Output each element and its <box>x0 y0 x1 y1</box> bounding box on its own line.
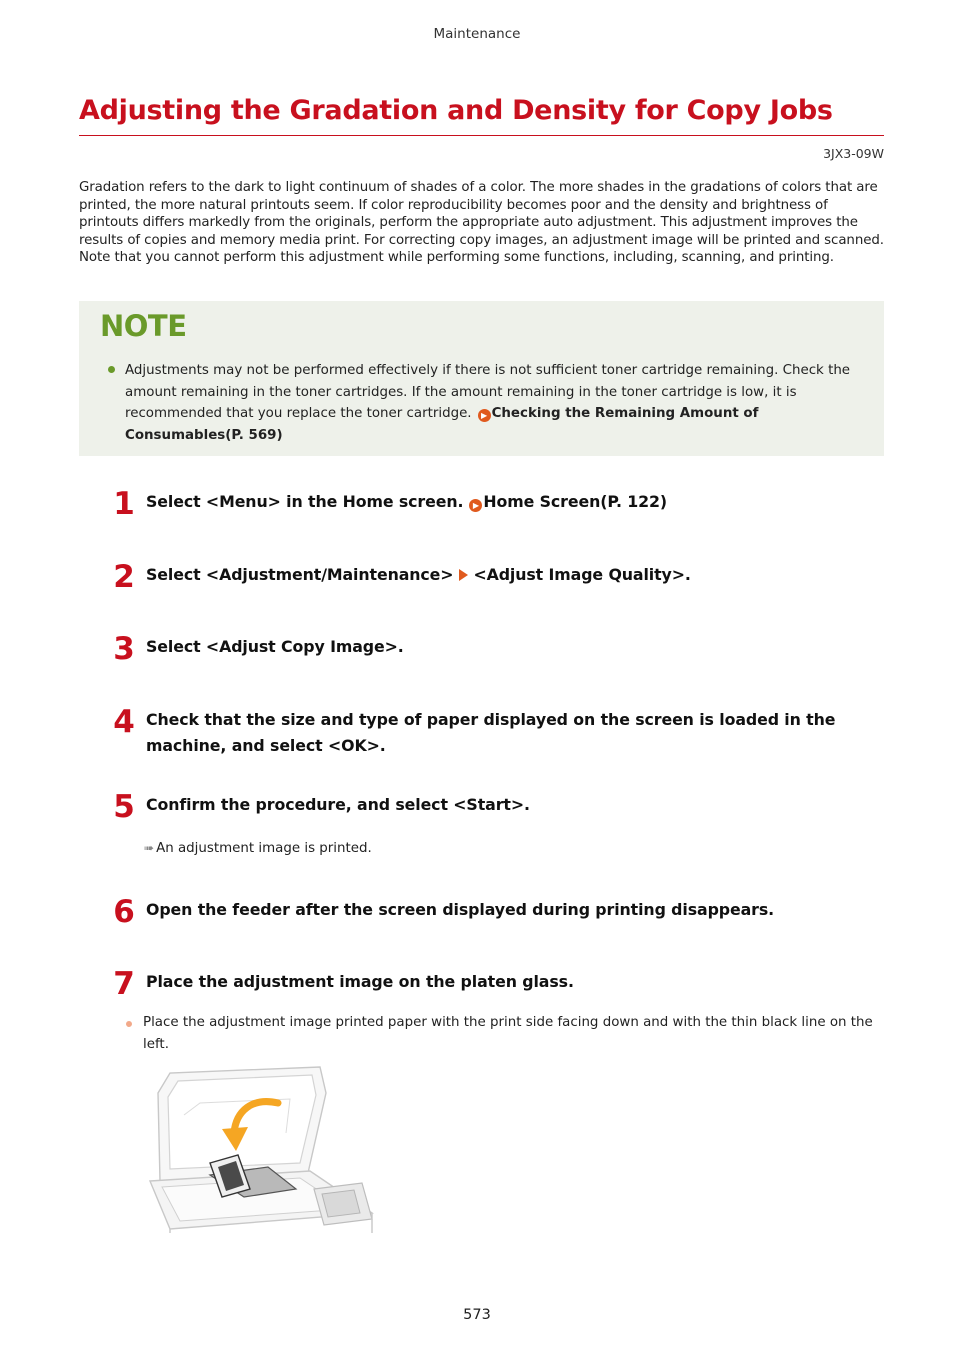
step-number: 7 <box>113 966 135 1002</box>
note-body: Adjustments may not be performed effectively if there is not sufficient toner cartridge remaining. Check the amount remaining in the toner cartridges. If the amount remaining in the toner cartridge is low, it is recommended that you replace the toner cartridge. <box>125 363 851 421</box>
note-bullet-icon <box>108 366 115 373</box>
step-1-text: Select <Menu> in the Home screen. <box>146 492 464 511</box>
step-bullet-text: Place the adjustment image printed paper with the print side facing down and with the thin black line on the left. <box>143 1015 873 1052</box>
note-text <box>125 360 860 446</box>
link-arrow-icon: ▶ <box>478 409 491 422</box>
running-header: Maintenance <box>433 26 521 42</box>
step-number: 4 <box>113 704 135 740</box>
page-number: 573 <box>463 1307 491 1323</box>
step-text: Confirm the procedure, and select <Start>. <box>146 795 530 814</box>
title-rule <box>79 135 884 136</box>
step-text <box>146 489 846 515</box>
note-box <box>79 301 884 456</box>
step-bullet-icon <box>126 1021 132 1027</box>
step-number: 2 <box>113 559 135 595</box>
step-2-text-b: <Adjust Image Quality>. <box>473 565 691 584</box>
step-result <box>144 841 372 856</box>
home-screen-link[interactable]: Home Screen(P. 122) <box>483 492 668 511</box>
result-arrow-icon: ➠ <box>144 841 155 855</box>
menu-path-triangle-icon <box>459 569 468 581</box>
intro-paragraph: Gradation refers to the dark to light continuum of shades of a color. The more shades in the gradations of colors that are printed, the more natural printouts seem. If color reproducibility becomes poor and the density and brightness of printouts differs markedly from the originals, perform the appropriate auto adjustment. This adjustment improves the results of copies and memory media print. For correcting copy images, an adjustment image will be printed and scanned. Note that you cannot perform this adjustment while performing some functions, including, scanning, and printing. <box>79 180 884 265</box>
page-title: Adjusting the Gradation and Density for Copy Jobs <box>79 95 833 126</box>
link-arrow-icon: ▶ <box>469 499 482 512</box>
step-text: Check that the size and type of paper displayed on the screen is loaded in the machine, and select <OK>. <box>146 710 836 755</box>
document-id: 3JX3-09W <box>823 146 884 161</box>
result-text: An adjustment image is printed. <box>156 841 372 856</box>
step-text <box>146 562 846 588</box>
consumables-link[interactable]: Checking the Remaining Amount of Consumables(P. 569) <box>125 406 759 443</box>
note-heading: NOTE <box>100 309 187 343</box>
step-number: 3 <box>113 631 135 667</box>
platen-glass-illustration <box>140 1063 380 1233</box>
step-number: 5 <box>113 789 135 825</box>
step-number: 1 <box>113 486 135 522</box>
step-text: Place the adjustment image on the platen glass. <box>146 972 574 991</box>
step-number: 6 <box>113 894 135 930</box>
step-2-text-a: Select <Adjustment/Maintenance> <box>146 565 454 584</box>
step-text: Open the feeder after the screen displayed during printing disappears. <box>146 900 775 919</box>
step-text: Select <Adjust Copy Image>. <box>146 637 404 656</box>
